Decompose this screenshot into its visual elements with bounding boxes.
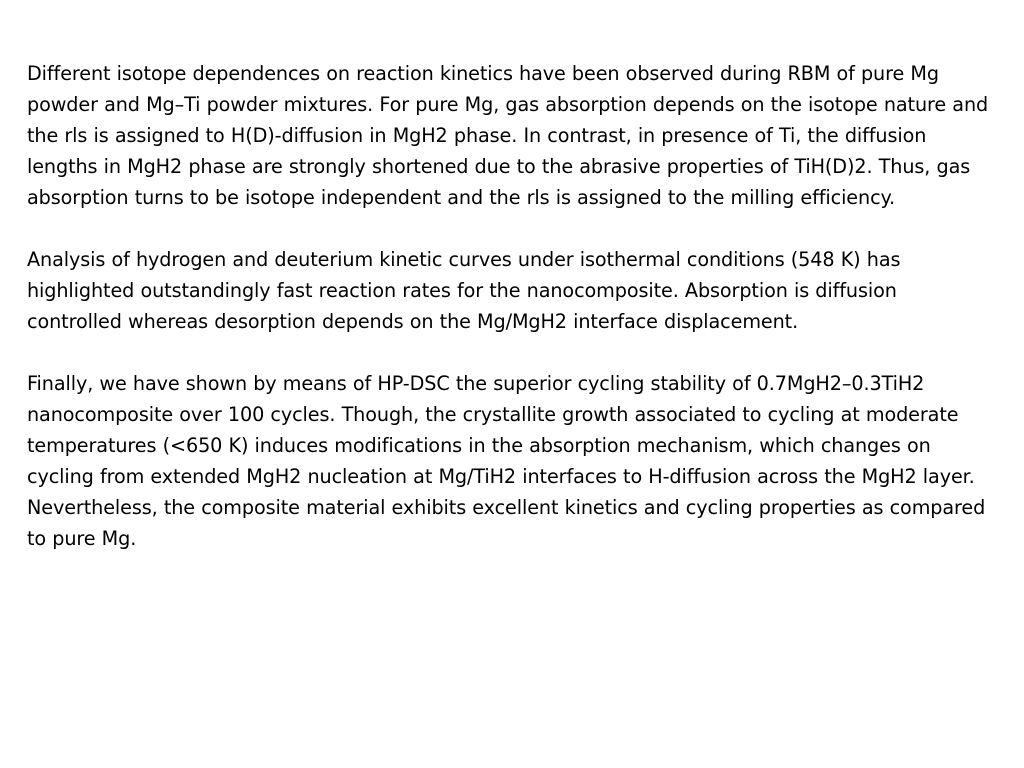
paragraph-cycling-stability: Finally, we have shown by means of HP-DSC the superior cycling stability of 0.7MgH2–0.3TiH2 nanocomposite over 100 cycles. Though, the crystallite growth associated to cycling at moderate temperatures (<650 K) induces modifications in the absorption mechanism, which changes on cycling from extended MgH2 nucleation at Mg/TiH2 interfaces to H-diffusion across the MgH2 layer. Nevertheless, the composite material exhibits excellent kinetics and cycling properties as compared to pure Mg. [27, 372, 986, 550]
paragraph-kinetic-analysis: Analysis of hydrogen and deuterium kinetic curves under isothermal conditions (548 K) has highlighted outstandingly fast reaction rates for the nanocomposite. Absorption is diffusion controlled whereas desorption depends on the Mg/MgH2 interface displacement. [27, 248, 901, 333]
paragraph-isotope-dependence: Different isotope dependences on reaction kinetics have been observed during RBM of pure Mg powder and Mg–Ti powder mixtures. For pure Mg, gas absorption depends on the isotope nature and the rls is assigned to H(D)-diffusion in MgH2 phase. In contrast, in presence of Ti, the diffusion lengths in MgH2 phase are strongly shortened due to the abrasive properties of TiH(D)2. Thus, gas absorption turns to be isotope independent and the rls is assigned to the milling efficiency. [27, 62, 989, 209]
text-body [27, 58, 993, 585]
